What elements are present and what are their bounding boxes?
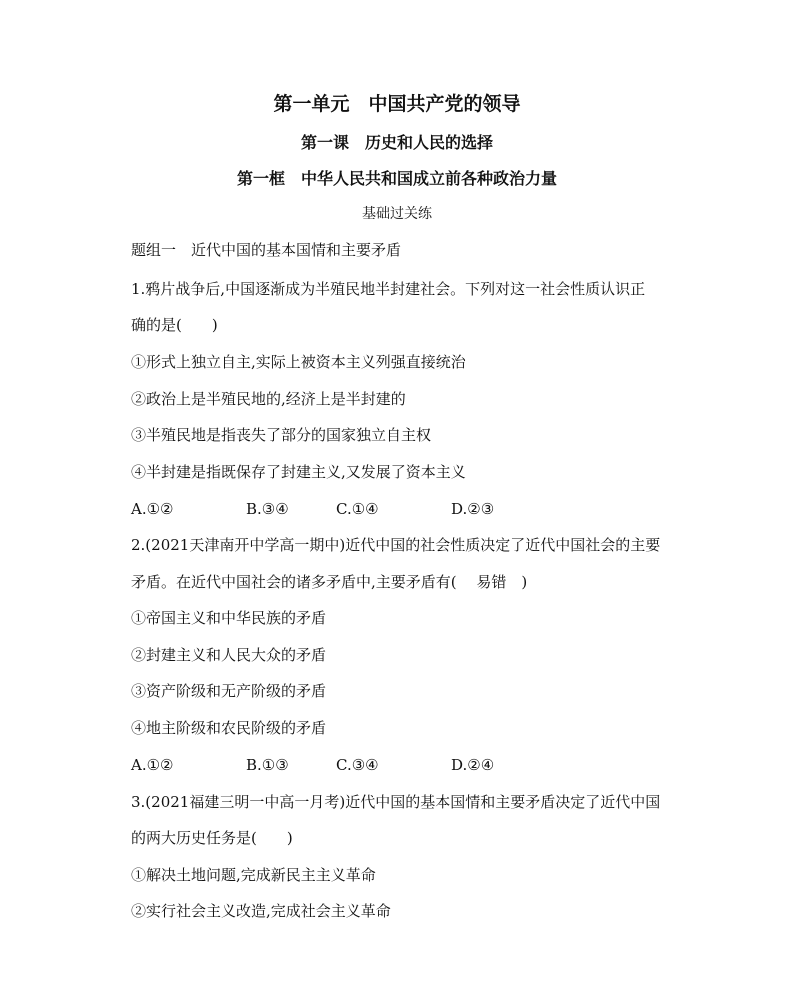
lesson-title: 第一课 历史和人民的选择 [300,133,493,152]
q1-option-a: A.①② [131,500,174,518]
group-title: 题组一 近代中国的基本国情和主要矛盾 [131,241,402,259]
q2-statement: ②封建主义和人民大众的矛盾 [131,646,327,664]
q2-statement: ③资产阶级和无产阶级的矛盾 [131,682,327,700]
q1-statement: ③半殖民地是指丧失了部分的国家独立自主权 [131,426,432,444]
q1-statement: ②政治上是半殖民地的,经济上是半封建的 [131,390,406,408]
frame-title: 第一框 中华人民共和国成立前各种政治力量 [236,169,557,188]
q1-statement: ①形式上独立自主,实际上被资本主义列强直接统治 [131,353,466,371]
q1-stem-line1: 1.鸦片战争后,中国逐渐成为半殖民地半封建社会。下列对这一社会性质认识正 [131,280,646,298]
unit-title: 第一单元 中国共产党的领导 [273,93,521,115]
q2-option-a: A.①② [131,756,174,774]
q2-option-d: D.②④ [451,756,495,774]
q3-stem-line2: 的两大历史任务是( ) [131,829,293,847]
q3-statement: ①解决土地问题,完成新民主主义革命 [131,866,376,884]
q1-option-b: B.③④ [246,500,289,518]
q1-option-c: C.①④ [336,500,379,518]
q3-statement: ②实行社会主义改造,完成社会主义革命 [131,902,391,920]
q2-statement: ①帝国主义和中华民族的矛盾 [131,609,327,627]
q2-option-c: C.③④ [336,756,379,774]
q3-stem-line1: 3.(2021福建三明一中高一月考)近代中国的基本国情和主要矛盾决定了近代中国 [131,793,661,811]
q2-stem-line2: 矛盾。在近代中国社会的诸多矛盾中,主要矛盾有( 易错 ) [131,573,528,591]
q1-stem-line2: 确的是( ) [131,316,218,334]
q1-statement: ④半封建是指既保存了封建主义,又发展了资本主义 [131,463,466,481]
q2-stem-line1: 2.(2021天津南开中学高一期中)近代中国的社会性质决定了近代中国社会的主要 [131,536,661,554]
q1-option-d: D.②③ [451,500,495,518]
q2-option-b: B.①③ [246,756,289,774]
practice-label: 基础过关练 [362,206,432,222]
q2-statement: ④地主阶级和农民阶级的矛盾 [131,719,327,737]
